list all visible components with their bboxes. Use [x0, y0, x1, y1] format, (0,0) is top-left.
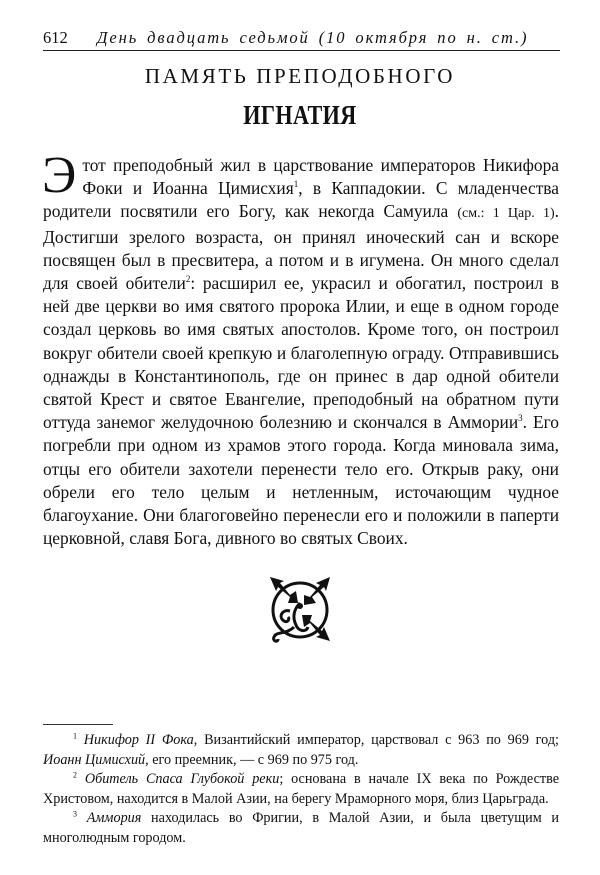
- body-segment: , в Каппадокии. С младенчества родители посвятили его Богу, как некогда Самуила: [43, 178, 560, 222]
- body-text: [42, 147, 560, 550]
- footnote-text: , Византийский император, царствовал с 963 по 969 год;: [193, 732, 559, 748]
- drop-cap: Э: [42, 147, 77, 204]
- floral-vignette-icon: [266, 573, 334, 645]
- footnote-1: [43, 731, 559, 770]
- body-segment: . Его погребли при одном из храмов этого города. Когда миновала зима, отцы его обители захотели перенести тело его. Открыв раку, они обрели его тело целым и нетленным, источающим чудное благоухание. Они благоговейно перенесли его и положили в паперти церковной, славя Бога, дивного во святых Своих.: [43, 412, 559, 549]
- footnote-text: находилась во Фригии, в Малой Азии, и была цветущим и многолюдным городом.: [43, 810, 560, 846]
- footnote-mark: 3: [73, 809, 77, 819]
- footnote-italic: Аммория: [86, 810, 142, 827]
- footnote-italic: Обитель Спаса Глубокой реки: [84, 771, 280, 788]
- body-segment: . Достигши зрелого возраста, он принял иноческий сан и вскоре посвящен был в пресвитера, а потом и в игумена. Он много сделал для своей обители: [43, 201, 559, 294]
- title-line-1: ПАМЯТЬ ПРЕПОДОБНОГО: [144, 64, 456, 88]
- footnote-italic: Никифор II Фока: [83, 732, 194, 748]
- footnote-divider: [43, 724, 113, 725]
- footnote-ref-1[interactable]: 1: [293, 179, 299, 190]
- footnote-3: [43, 809, 559, 848]
- page-header: [43, 27, 560, 51]
- title-line-2: ИГНАТИЯ: [243, 100, 357, 130]
- running-head: День двадцать седьмой (10 октября по н. ст.): [97, 28, 529, 47]
- footnote-text: ; основана в начале IX века по Рождестве Христовом, находится в Малой Азии, на берегу Мраморного моря, близ Царьграда.: [43, 771, 559, 807]
- footnote-mark: 2: [73, 770, 77, 780]
- footnote-italic: Иоанн Цимисхий: [43, 751, 146, 768]
- footnotes: [43, 731, 559, 849]
- body-segment: : расширил ее, украсил и обогатил, построил в ней две церкви во имя святого пророка Илии, и еще в одном городе создал церковь во имя святых апостолов. Кроме того, он построил вокруг обители своей крепкую и благолепную ограду. Отправившись однажды в Константинополь, где он принес в дар одной обители святой Крест и святое Евангелие, преподобный на обратном пути оттуда занемог желудочною болезнию и скончался в Аммории: [43, 273, 559, 433]
- scripture-reference: (см.: 1 Цар. 1): [457, 206, 555, 222]
- footnote-2: [43, 770, 559, 809]
- footnote-ref-2[interactable]: 2: [185, 274, 191, 285]
- footnote-text: , его преемник, — с 969 по 975 год.: [145, 751, 359, 768]
- footnote-mark: 1: [73, 731, 77, 741]
- footnote-ref-3[interactable]: 3: [518, 413, 523, 424]
- page-number: 612: [43, 28, 68, 47]
- body-segment: тот преподобный жил в царствование императоров Никифора Фоки и Иоанна Цимисхия: [82, 155, 559, 199]
